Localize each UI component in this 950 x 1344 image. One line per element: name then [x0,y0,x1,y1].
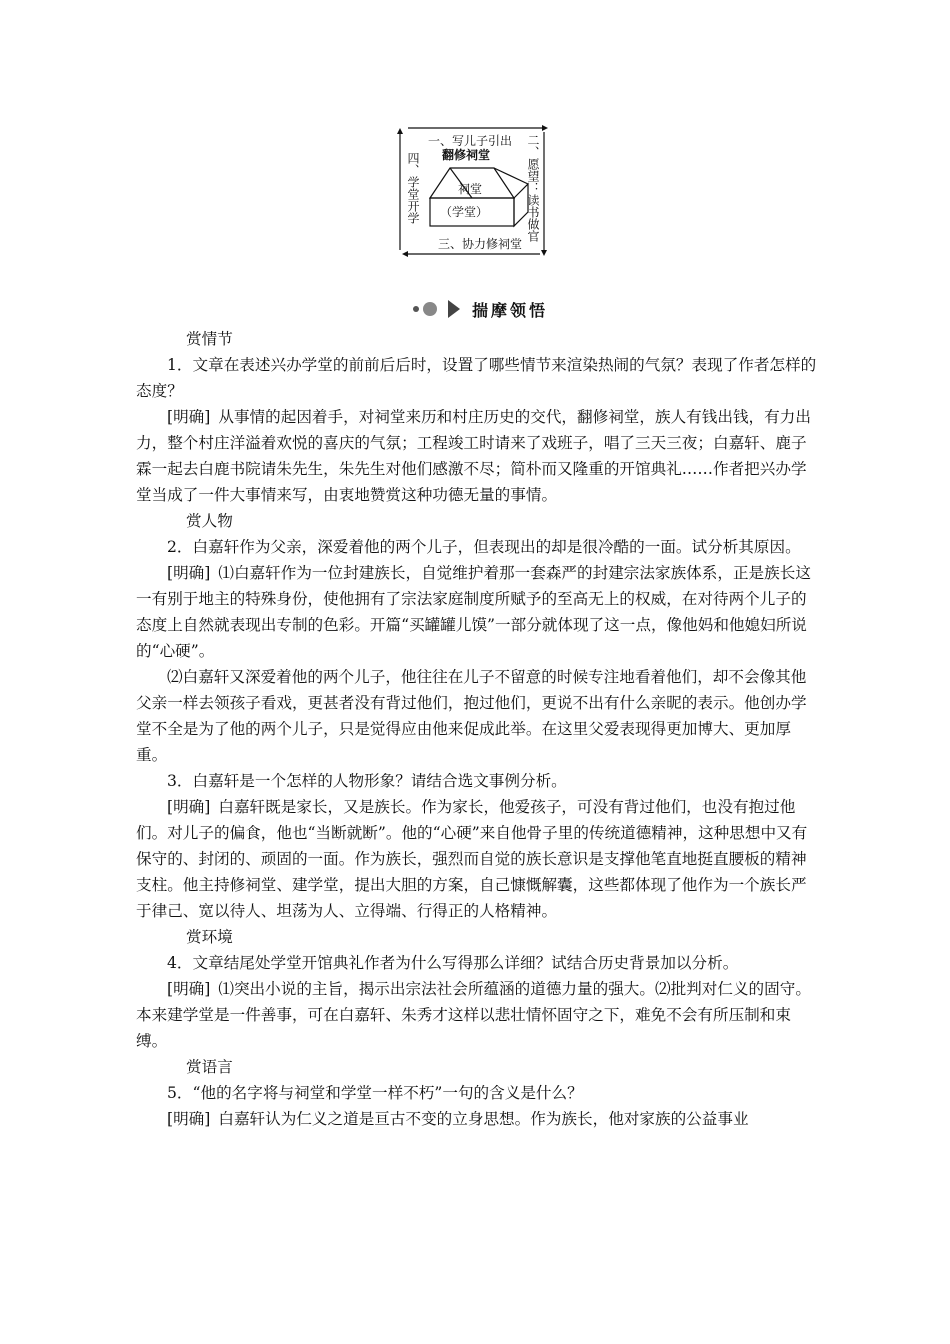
answer-text: ⑴突出小说的主旨，揭示出宗法社会所蕴涵的道德力量的强大。⑵批判对仁义的固守。本来建学堂是一件善事，可在白嘉轩、朱秀才这样以悲壮情怀固守之下，难免不会有所压制和束缚。 [136,980,811,1050]
answer-3 [136,794,820,924]
answer-5 [136,1106,820,1132]
answer-2 [136,560,820,664]
question-5: 5．“他的名字将与祠堂和学堂一样不朽”一句的含义是什么？ [167,1084,583,1102]
answer-tag: [明确] [167,564,211,582]
diagram-top-label: 一、写儿子引出 [428,134,513,148]
question-3: 3．白嘉轩是一个怎样的人物形象？请结合选文事例分析。 [167,772,567,790]
answer-text: ⑴白嘉轩作为一位封建族长，自觉维护着那一套森严的封建宗法家族体系，正是族长这一有别于地主的特殊身份，使他拥有了宗法家庭制度所赋予的至高无上的权威，在对待两个儿子的态度上自然就表现出专制的色彩。开篇“买罐罐儿馍”一部分就体现了这一点，像他妈和他媳妇所说的“心硬”。 [136,564,811,660]
answer-text: 从事情的起因着手，对祠堂来历和村庄历史的交代，翻修祠堂，族人有钱出钱，有力出力，整个村庄洋溢着欢悦的喜庆的气氛；工程竣工时请来了戏班子，唱了三天三夜；白嘉轩、鹿子霖一起去白鹿书院请朱先生，朱先生对他们感激不尽；简朴而又隆重的开馆典礼……作者把兴办学堂当成了一件大事情来写，由衷地赞赏这种功德无量的事情。 [136,408,811,504]
dots-arrow-icon [410,294,470,324]
question-2: 2．白嘉轩作为父亲，深爱着他的两个儿子，但表现出的却是很冷酷的一面。试分析其原因。 [167,538,801,556]
section-subtitle: 赏情节 [186,330,233,348]
answer-1 [136,404,820,508]
diagram-right-label: 二、愿望：读书做官 [526,134,540,242]
diagram-top-label-2: 翻修祠堂 [442,148,491,162]
house-inner-label: （学堂） [440,205,489,219]
structure-diagram [392,124,552,258]
diagram-bottom-label: 三、协力修祠堂 [438,237,523,251]
answer-4 [136,976,820,1054]
answer-tag: [明确] [167,1110,211,1128]
answer-text: 白嘉轩认为仁义之道是亘古不变的立身思想。作为族长，他对家族的公益事业 [218,1110,749,1128]
question-1: 1．文章在表述兴办学堂的前前后后时，设置了哪些情节来渲染热闹的气氛？表现了作者怎样的态度？ [136,356,817,400]
answer-tag: [明确] [167,798,211,816]
main-content [136,326,820,1132]
answer-tag: [明确] [167,980,211,998]
diagram-left-label: 四、学堂开学 [406,152,420,224]
section-subtitle: 赏环境 [186,928,233,946]
section-subtitle: 赏人物 [186,512,233,530]
section-header [410,294,580,324]
answer-text: 白嘉轩既是家长，又是族长。作为家长，他爱孩子，可没有背过他们，也没有抱过他们。对儿子的偏食，他也“当断就断”。他的“心硬”来自他骨子里的传统道德精神，这种思想中又有保守的、封闭的、顽固的一面。作为族长，强烈而自觉的族长意识是支撑他笔直地挺直腰板的精神支柱。他主持修祠堂、建学堂，提出大胆的方案，自己慷慨解囊，这些都体现了他作为一个族长严于律己、宽以待人、坦荡为人、立得端、行得正的人格精神。 [136,798,808,920]
section-subtitle: 赏语言 [186,1058,233,1076]
section-title: 揣摩领悟 [472,301,549,320]
house-label: 祠堂 [458,182,483,196]
question-4: 4．文章结尾处学堂开馆典礼作者为什么写得那么详细？试结合历史背景加以分析。 [167,954,739,972]
answer-tag: [明确] [167,408,211,426]
answer-2-part-2: ⑵白嘉轩又深爱着他的两个儿子，他往往在儿子不留意的时候专注地看着他们，却不会像其他父亲一样去领孩子看戏，更甚者没有背过他们，抱过他们，更说不出有什么亲昵的表示。他创办学堂不全是为了他的两个儿子，只是觉得应由他来促成此举。在这里父爱表现得更加博大、更加厚重。 [136,668,807,764]
